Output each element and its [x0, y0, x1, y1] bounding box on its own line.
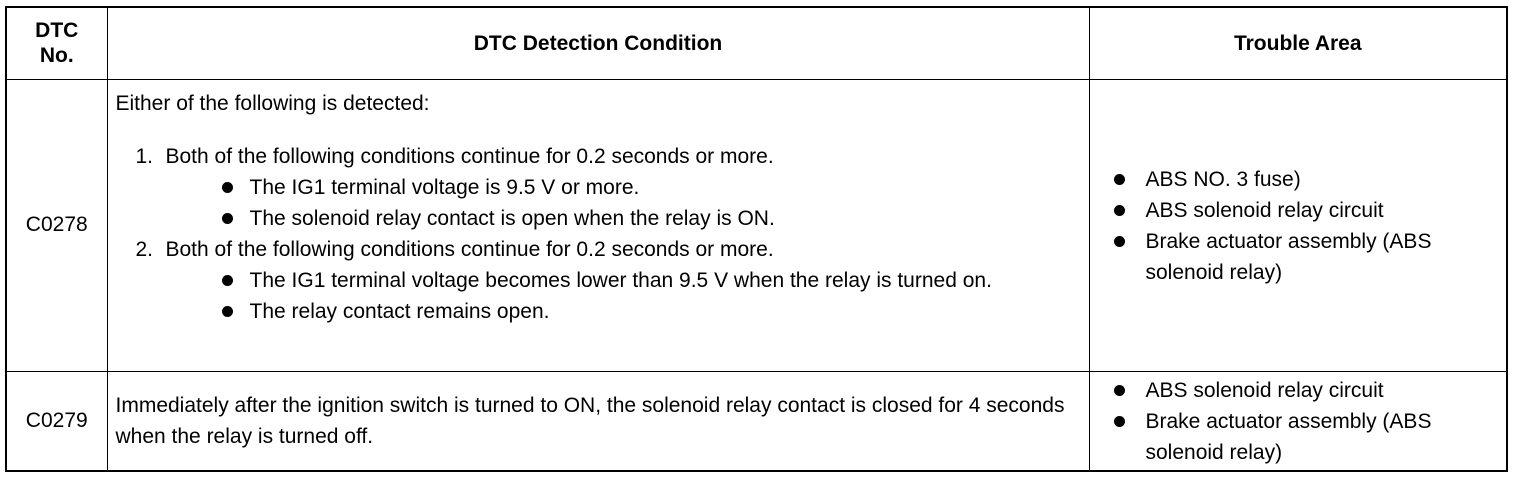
trouble-area-item [1108, 375, 1497, 406]
bullet-dot-icon [1114, 236, 1125, 247]
step-bullets [166, 172, 1079, 234]
trouble-area-item [1108, 164, 1497, 195]
trouble-area-item [1108, 195, 1497, 226]
bullet-dot-icon [1114, 174, 1125, 185]
step-bullets [166, 265, 1079, 327]
trouble-area-text: ABS NO. 3 fuse) [1145, 168, 1301, 191]
trouble-area [1089, 79, 1507, 371]
trouble-area-list [1108, 164, 1497, 288]
trouble-area-text: ABS solenoid relay circuit [1145, 379, 1384, 403]
dtc-code: C0279 [6, 371, 107, 471]
bullet-item [216, 265, 1079, 296]
bullet-dot-icon [222, 213, 233, 224]
bullet-dot-icon [222, 182, 233, 193]
header-dtc-no-line1: DTC [35, 19, 79, 43]
step-number: 2. [135, 237, 154, 261]
dtc-code: C0278 [6, 79, 107, 371]
trouble-area-list [1108, 375, 1497, 468]
trouble-area [1089, 371, 1507, 471]
bullet-item [216, 203, 1079, 234]
header-dtc-no [6, 7, 107, 79]
bullet-item [216, 296, 1079, 327]
condition-intro: Either of the following is detected: [115, 91, 430, 115]
condition-step [116, 234, 1079, 327]
bullet-text: The IG1 terminal voltage is 9.5 V or more. [249, 175, 640, 199]
table-row [6, 371, 1507, 471]
detection-condition [107, 79, 1089, 371]
bullet-dot-icon [222, 275, 233, 286]
bullet-text: The solenoid relay contact is open when the relay is ON. [249, 206, 775, 230]
bullet-dot-icon [222, 306, 233, 317]
header-row [6, 7, 1507, 79]
condition-steps [116, 141, 1079, 327]
bullet-text: The relay contact remains open. [249, 299, 550, 323]
header-condition: DTC Detection Condition [107, 7, 1089, 79]
bullet-dot-icon [1114, 385, 1125, 396]
step-text: Both of the following conditions continue for 0.2 seconds or more. [165, 237, 774, 261]
detection-condition: Immediately after the ignition switch is turned to ON, the solenoid relay contact is closed for 4 seconds when the relay is turned off. [107, 371, 1089, 471]
trouble-area-text: Brake actuator assembly (ABS solenoid relay) [1145, 230, 1432, 284]
bullet-dot-icon [1114, 416, 1125, 427]
trouble-area-item [1108, 226, 1497, 288]
header-trouble-area: Trouble Area [1089, 7, 1507, 79]
table-row [6, 79, 1507, 371]
bullet-item [216, 172, 1079, 203]
step-text: Both of the following conditions continue for 0.2 seconds or more. [165, 144, 774, 168]
bullet-text: The IG1 terminal voltage becomes lower than 9.5 V when the relay is turned on. [249, 268, 992, 292]
trouble-area-text: ABS solenoid relay circuit [1145, 199, 1384, 222]
header-dtc-no-line2: No. [39, 44, 74, 68]
bullet-dot-icon [1114, 205, 1125, 216]
trouble-area-item [1108, 406, 1497, 468]
condition-step [116, 141, 1079, 234]
step-number: 1. [135, 144, 154, 168]
trouble-area-text: Brake actuator assembly (ABS solenoid relay) [1145, 410, 1432, 465]
dtc-table [5, 6, 1508, 472]
